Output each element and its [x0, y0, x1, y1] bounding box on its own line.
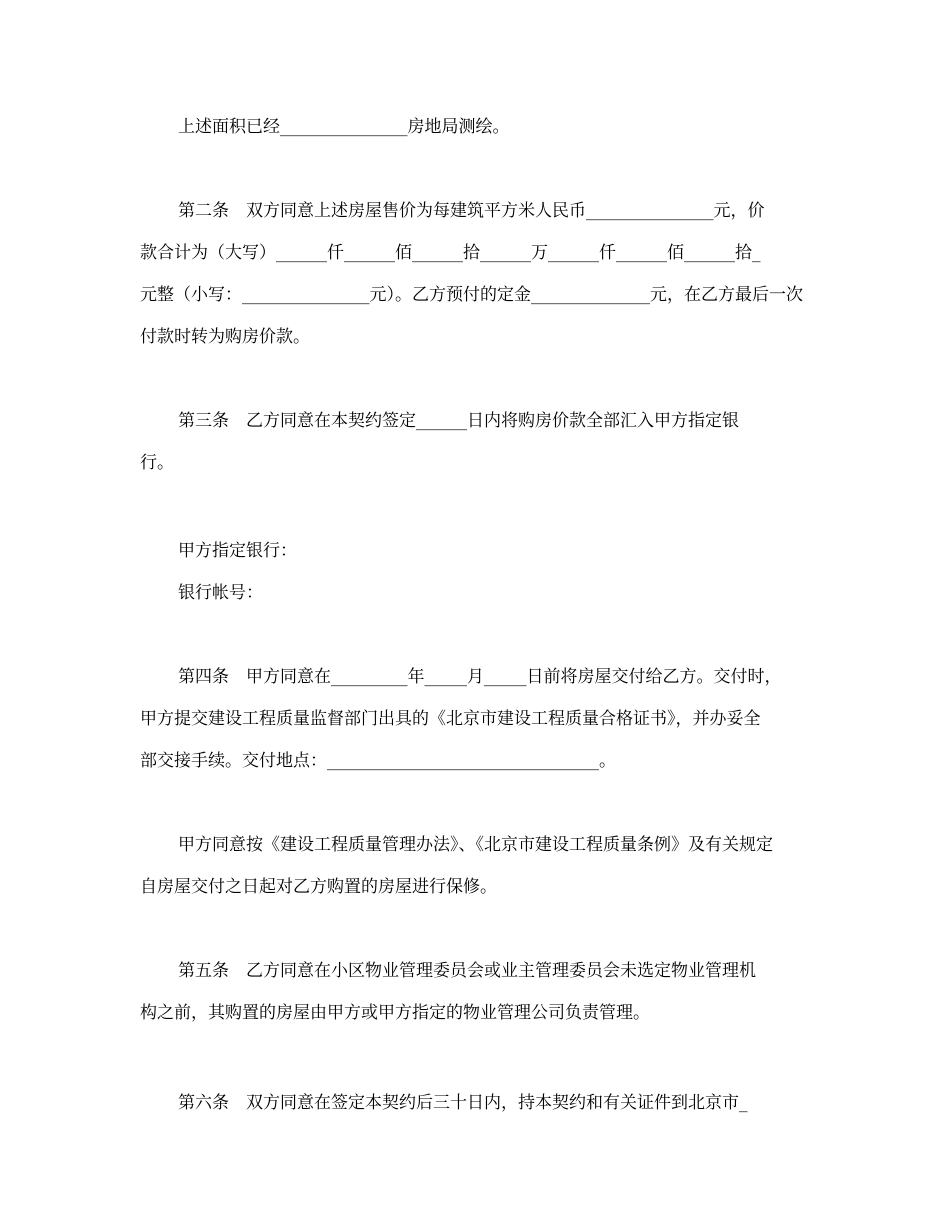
warranty-line-2: 自房屋交付之日起对乙方购置的房屋进行保修。: [140, 877, 497, 897]
article-5-line-2: 构之前，其购置的房屋由甲方或甲方指定的物业管理公司负责管理。: [140, 1003, 650, 1023]
article-3-line-2: 行。: [140, 453, 174, 473]
article-2-line-4: 付款时转为购房价款。: [140, 327, 310, 347]
article-2-line-1: 第二条 双方同意上述房屋售价为每建筑平方米人民币_______________元，价: [178, 201, 765, 221]
article-4-line-3: 部交接手续。交付地点：________________________________。: [140, 751, 616, 771]
text-line: 上述面积已经_______________房地局测绘。: [178, 117, 510, 137]
article-6-line-1: 第六条 双方同意在签定本契约后三十日内，持本契约和有关证件到北京市_: [178, 1093, 748, 1113]
warranty-line-1: 甲方同意按《建设工程质量管理办法》、《北京市建设工程质量条例》及有关规定: [178, 835, 773, 855]
article-2-line-2: 款合计为（大写）______仟______佰______拾______万______仟______佰______拾_: [140, 243, 761, 263]
article-3-line-1: 第三条 乙方同意在本契约签定______日内将购房价款全部汇入甲方指定银: [178, 411, 739, 431]
article-2-line-3: 元整（小写：_______________元）。乙方预付的定金______________元，在乙方最后一次: [140, 285, 803, 305]
article-4-line-1: 第四条 甲方同意在_________年_____月_____日前将房屋交付给乙方。交付时，: [178, 667, 782, 687]
article-5-line-1: 第五条 乙方同意在小区物业管理委员会或业主管理委员会未选定物业管理机: [178, 961, 756, 981]
bank-account-label: 银行帐号：: [178, 583, 263, 603]
article-4-line-2: 甲方提交建设工程质量监督部门出具的《北京市建设工程质量合格证书》，并办妥全: [140, 709, 761, 729]
bank-name-label: 甲方指定银行：: [178, 541, 297, 561]
